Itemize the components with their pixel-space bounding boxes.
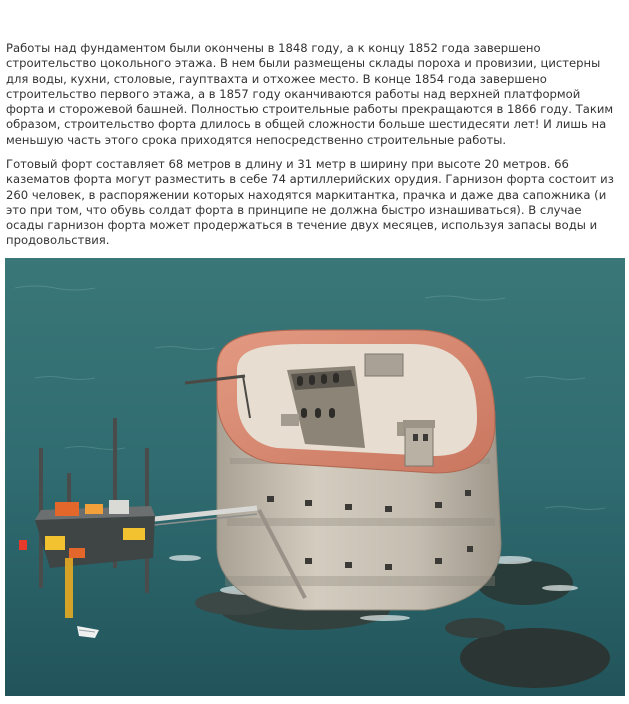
fort-photo: [5, 258, 625, 696]
watch-tower: [403, 420, 435, 466]
article-paragraph-1: Работы над фундаментом были окончены в 1848 году, а к концу 1852 года завершено строительство цокольного этажа. В нем были размещены склады пороха и провизии, цистерны для воды, кухни, столовые, гауптвахта и отхожее место. В конце 1854 года завершено строительство первого этажа, а в 1857 году оканчиваются работы над верхней платформой форта и сторожевой башней. Полностью строительные работы прекращаются в 1866 году. Таким образом, строительство форта длилось в общей сложности больше шестидесяти лет! И лишь на меньшую часть этого срока приходятся непосредственно строительные работы.: [6, 41, 614, 147]
fort-photo-illustration: [5, 258, 625, 696]
roof-building: [365, 354, 403, 376]
article-paragraph-2: Готовый форт составляет 68 метров в длину и 31 метр в ширину при высоте 20 метров. 66 казематов форта могут разместить в себе 74 артиллерийских орудия. Гарнизон форта состоит из 260 человек, в распоряжении которых находятся маркитантка, прачка и даже два сапожника (и это при том, что обувь солдат форта в принципе не должна быстро изнашиваться). В случае осады гарнизон форта может продержаться в течение двух месяцев, используя запасы воды и продовольствия.: [6, 157, 614, 248]
